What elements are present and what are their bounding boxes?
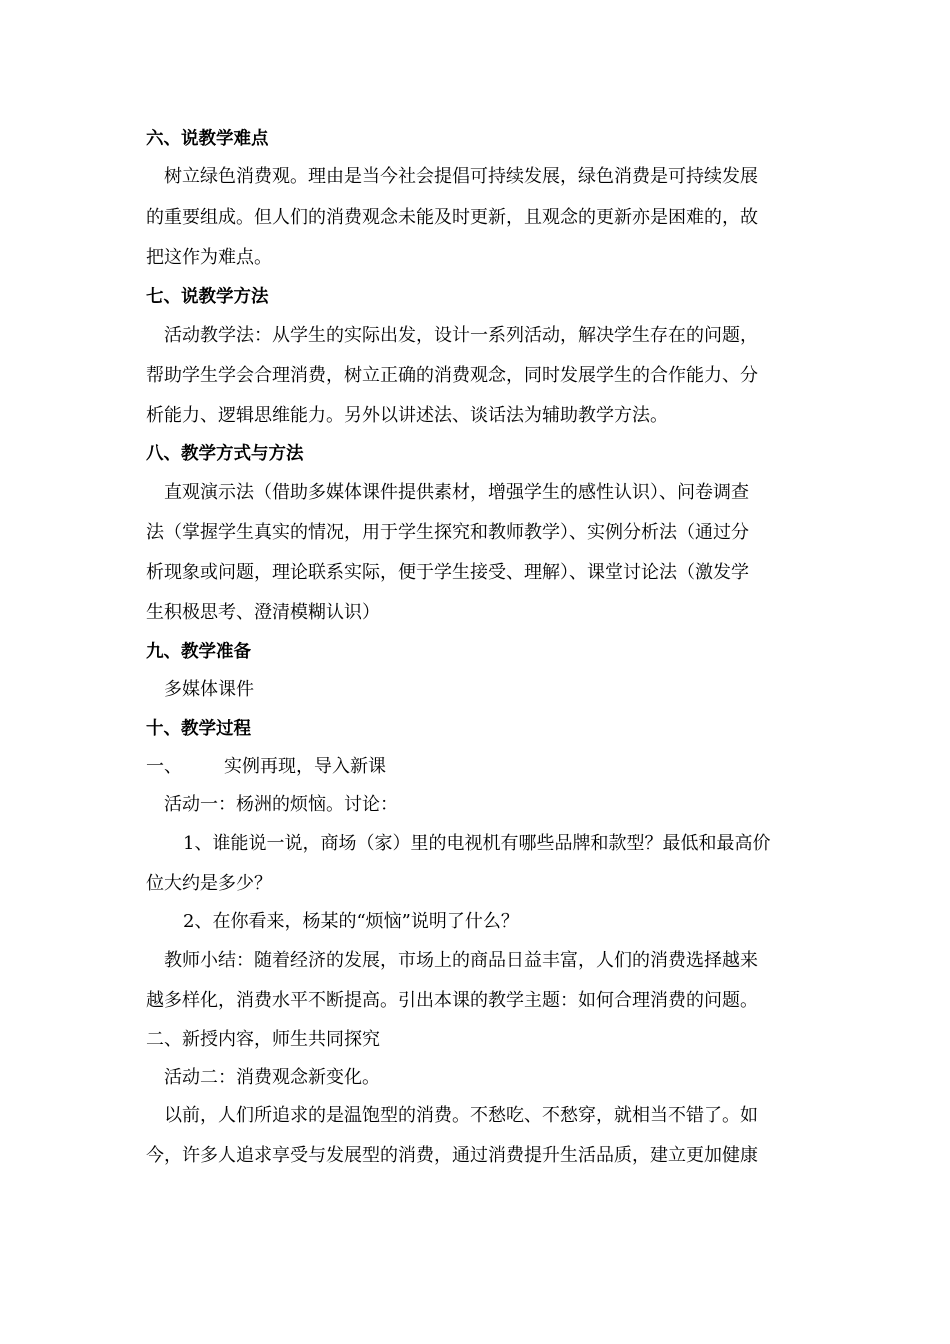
paragraph-line: 越多样化，消费水平不断提高。引出本课的教学主题：如何合理消费的问题。 — [146, 990, 758, 1011]
activity-line: 活动一：杨洲的烦恼。讨论： — [164, 794, 398, 815]
subsection-heading-2: 二、新授内容，师生共同探究 — [146, 1029, 380, 1050]
paragraph-line: 多媒体课件 — [164, 679, 254, 700]
paragraph-line: 活动教学法：从学生的实际出发，设计一系列活动，解决学生存在的问题， — [164, 325, 758, 346]
paragraph-line: 教师小结：随着经济的发展，市场上的商品日益丰富，人们的消费选择越来 — [164, 950, 758, 971]
question-line: 2、在你看来，杨某的“烦恼”说明了什么？ — [183, 911, 519, 932]
section-heading-8: 八、教学方式与方法 — [146, 444, 304, 464]
paragraph-line: 法（掌握学生真实的情况，用于学生探究和教师教学）、实例分析法（通过分 — [146, 522, 749, 543]
paragraph-line: 树立绿色消费观。理由是当今社会提倡可持续发展，绿色消费是可持续发展 — [164, 166, 758, 187]
section-heading-9: 九、教学准备 — [146, 642, 251, 662]
subsection-title: 实例再现，导入新课 — [224, 756, 386, 777]
paragraph-line: 以前，人们所追求的是温饱型的消费。不愁吃、不愁穿，就相当不错了。如 — [164, 1105, 758, 1126]
paragraph-line: 今，许多人追求享受与发展型的消费，通过消费提升生活品质，建立更加健康 — [146, 1145, 758, 1166]
paragraph-line: 帮助学生学会合理消费，树立正确的消费观念，同时发展学生的合作能力、分 — [146, 365, 758, 386]
question-line: 1、谁能说一说，商场（家）里的电视机有哪些品牌和款型？最低和最高价 — [183, 833, 771, 854]
section-heading-6: 六、说教学难点 — [146, 129, 269, 149]
paragraph-line: 直观演示法（借助多媒体课件提供素材，增强学生的感性认识）、问卷调查 — [164, 482, 749, 503]
activity-line: 活动二：消费观念新变化。 — [164, 1067, 380, 1088]
section-heading-10: 十、教学过程 — [146, 719, 251, 739]
paragraph-line: 析能力、逻辑思维能力。另外以讲述法、谈话法为辅助教学方法。 — [146, 405, 668, 426]
question-line: 位大约是多少？ — [146, 873, 272, 894]
paragraph-line: 析现象或问题，理论联系实际，便于学生接受、理解）、课堂讨论法（激发学 — [146, 562, 749, 583]
paragraph-line: 生积极思考、澄清模糊认识） — [146, 602, 380, 623]
paragraph-line: 的重要组成。但人们的消费观念未能及时更新，且观念的更新亦是困难的，故 — [146, 207, 758, 228]
section-heading-7: 七、说教学方法 — [146, 287, 269, 307]
subsection-heading-1 — [146, 754, 386, 780]
paragraph-line: 把这作为难点。 — [146, 247, 272, 268]
subsection-number: 一、 — [146, 756, 182, 777]
